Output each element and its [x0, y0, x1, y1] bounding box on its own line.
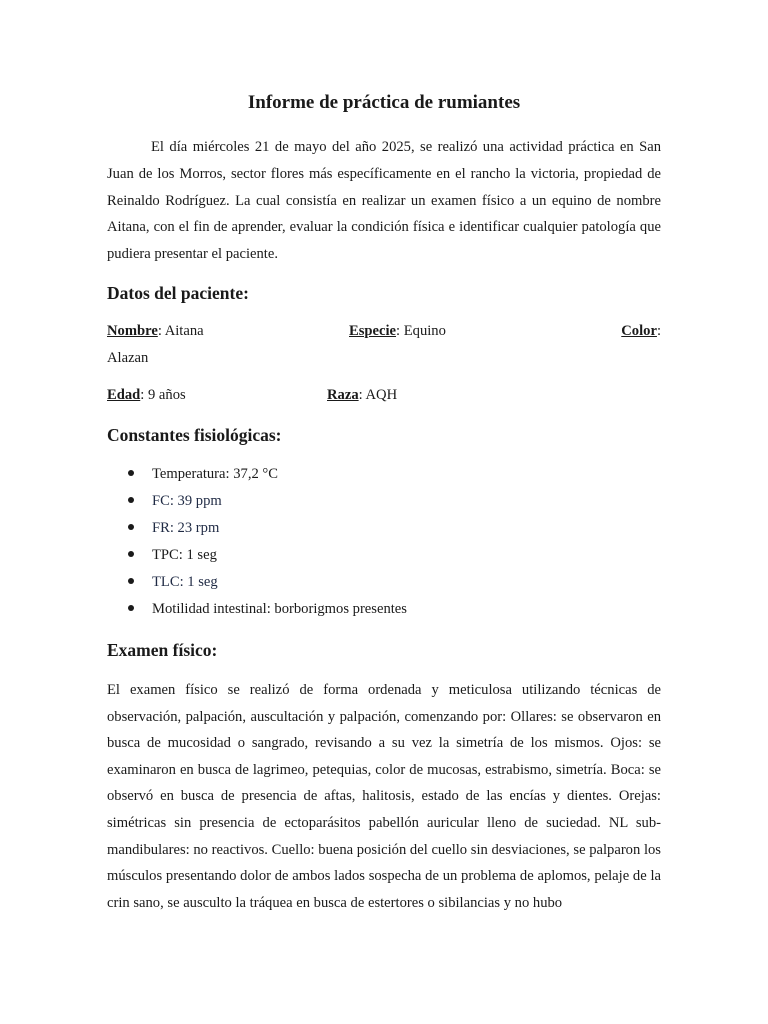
intro-paragraph: El día miércoles 21 de mayo del año 2025, se realizó una actividad práctica en San Juan de los Morros, sector flores más específicamente en el rancho la victoria, propiedad de Reinaldo Rodríguez. La cual consistía en realizar un examen físico a un equino de nombre Aitana, con el fin de aprender, evaluar la condición física e identificar cualquier patología que pudiera presentar el paciente. — [107, 139, 661, 263]
constant-text: TLC: 1 seg — [152, 574, 218, 590]
exam-paragraph: El examen físico se realizó de forma ordenada y meticulosa utilizando técnicas de observación, palpación, auscultación y palpación, comenzando por: Ollares: se observaron en busca de mucosidad o sangrado, revisando a su vez la simetría de los mismos. Ojos: se examinaron en busca de lagrimeo, petequias, color de mucosas, estrabismo, simetría. Boca: se observó en busca de presencia de aftas, halitosis, estado de las encías y dientes. Orejas: simétricas sin presencia de ectoparásitos pabellón auricular lleno de suciedad. NL sub-mandibulares: no reactivos. Cuello: buena posición del cuello sin desviaciones, se palparon los músculos presentando dolor de ambos lados sospecha de un problema de aplomos, pelaje de la crin sano, se ausculto la tráquea en busca de estertores o sibilancias y no hubo — [107, 682, 661, 911]
raza-label: Raza — [327, 387, 359, 403]
bullet-icon — [128, 605, 134, 611]
color-label: Color — [621, 323, 657, 339]
patient-data-heading: Datos del paciente: — [107, 283, 249, 303]
color-colon: : — [656, 323, 661, 339]
bullet-icon — [128, 524, 134, 530]
constant-text: FR: 23 rpm — [152, 520, 220, 536]
patient-row-1-wrap — [107, 350, 661, 370]
list-item — [107, 514, 407, 541]
constant-text: TPC: 1 seg — [152, 547, 217, 563]
constant-text: FC: 39 ppm — [152, 493, 222, 509]
bullet-icon — [128, 497, 134, 503]
nombre-label: Nombre — [107, 323, 158, 339]
patient-age-field — [107, 387, 186, 404]
bullet-icon — [128, 578, 134, 584]
patient-row-1 — [107, 323, 661, 343]
especie-value: : Equino — [396, 323, 446, 339]
patient-row-2 — [107, 387, 661, 407]
patient-name-field — [107, 323, 204, 340]
list-item — [107, 568, 407, 595]
raza-value: : AQH — [358, 387, 398, 403]
constant-text: Temperatura: 37,2 °C — [152, 466, 278, 482]
patient-species-field — [349, 323, 446, 340]
list-item — [107, 595, 407, 622]
edad-value: : 9 años — [140, 387, 186, 403]
edad-label: Edad — [107, 387, 141, 403]
list-item — [107, 460, 407, 487]
constant-text: Motilidad intestinal: borborigmos presentes — [152, 601, 407, 617]
list-item — [107, 487, 407, 514]
list-item — [107, 541, 407, 568]
color-value: Alazan — [107, 350, 149, 366]
nombre-value: : Aitana — [157, 323, 204, 339]
patient-breed-field — [327, 387, 397, 404]
document-title: Informe de práctica de rumiantes — [247, 92, 521, 113]
constants-heading: Constantes fisiológicas: — [107, 425, 282, 445]
patient-color-field — [621, 323, 661, 340]
exam-heading: Examen físico: — [107, 640, 218, 660]
bullet-icon — [128, 551, 134, 557]
constants-list — [107, 460, 407, 622]
bullet-icon — [128, 470, 134, 476]
especie-label: Especie — [349, 323, 397, 339]
